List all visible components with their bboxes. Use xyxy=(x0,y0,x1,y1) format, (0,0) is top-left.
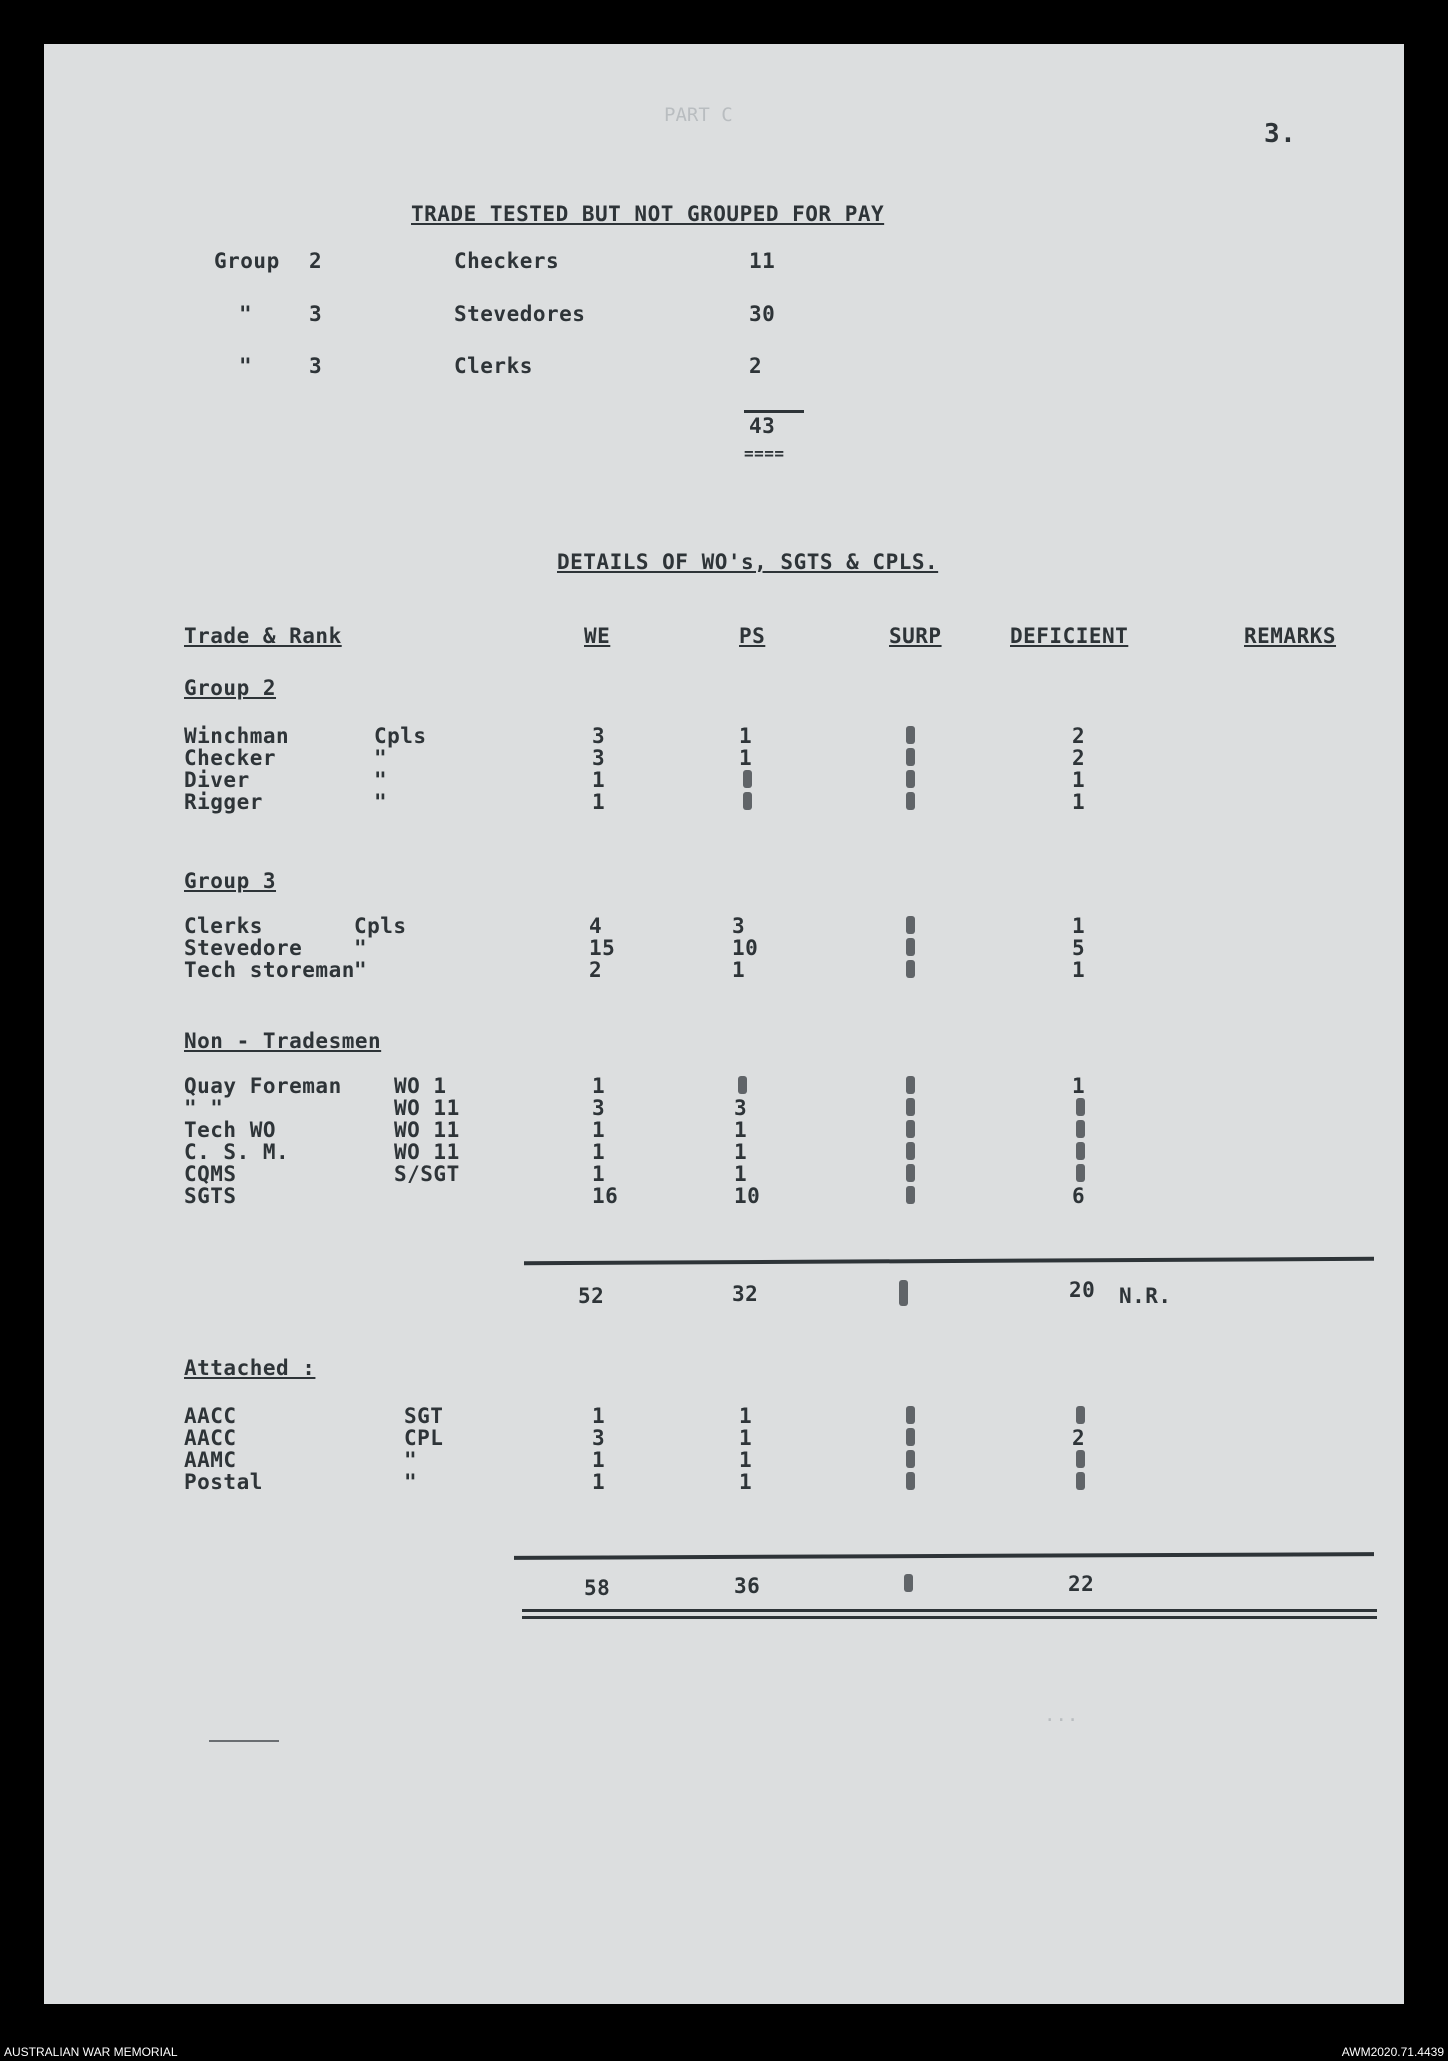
cell-we: 1 xyxy=(592,1470,606,1494)
cell-trade: CQMS xyxy=(184,1162,237,1186)
group-label: " xyxy=(239,354,253,378)
cell-rank: " xyxy=(374,746,388,770)
trade-count: 30 xyxy=(749,302,776,326)
cell-ps: 3 xyxy=(734,1096,748,1120)
details-title: DETAILS OF WO's, SGTS & CPLS. xyxy=(557,550,939,574)
header-trade-rank: Trade & Rank xyxy=(184,624,342,648)
nil-dash xyxy=(1076,1472,1085,1490)
cell-ps: 1 xyxy=(734,1140,748,1164)
total-double-underline: ==== xyxy=(744,444,785,463)
cell-rank: " xyxy=(354,936,368,960)
cell-rank: " xyxy=(374,790,388,814)
nil-dash xyxy=(906,1142,915,1160)
cell-def: 2 xyxy=(1072,724,1086,748)
cell-trade: SGTS xyxy=(184,1184,237,1208)
nil-dash xyxy=(1076,1450,1085,1468)
trade-name: Stevedores xyxy=(454,302,586,326)
cell-trade: Tech storeman xyxy=(184,958,355,982)
section-heading: Group 2 xyxy=(184,676,277,700)
footer-right: AWM2020.71.4439 xyxy=(1341,2045,1444,2059)
document-page xyxy=(44,44,1404,2004)
nil-dash xyxy=(1076,1164,1085,1182)
nil-dash xyxy=(899,1280,908,1306)
cell-we: 16 xyxy=(592,1184,619,1208)
nil-dash xyxy=(906,960,915,978)
cell-def: 1 xyxy=(1072,790,1086,814)
page-number: 3. xyxy=(1264,119,1297,149)
group-number: 2 xyxy=(309,249,323,273)
section-heading: Non - Tradesmen xyxy=(184,1029,382,1053)
nil-dash xyxy=(906,1406,915,1424)
cell-rank: WO 11 xyxy=(394,1096,460,1120)
cell-we: 1 xyxy=(592,768,606,792)
nil-dash xyxy=(906,938,915,956)
cell-we: 1 xyxy=(592,1404,606,1428)
cell-def: 2 xyxy=(1072,746,1086,770)
subtotal-rule xyxy=(524,1257,1374,1265)
nil-dash xyxy=(906,770,915,788)
group-label: " xyxy=(239,302,253,326)
cell-we: 1 xyxy=(592,1448,606,1472)
cell-trade: " " xyxy=(184,1096,224,1120)
trade-name: Checkers xyxy=(454,249,560,273)
cell-trade: Checker xyxy=(184,746,277,770)
total-we: 58 xyxy=(584,1576,611,1600)
total-def: 22 xyxy=(1068,1572,1095,1596)
group-label: Group xyxy=(214,249,280,273)
subtotal-note: N.R. xyxy=(1119,1284,1172,1308)
section-heading: Group 3 xyxy=(184,869,277,893)
nil-dash xyxy=(906,1076,915,1094)
nil-dash xyxy=(906,1450,915,1468)
cell-ps: 10 xyxy=(732,936,759,960)
nil-dash xyxy=(1076,1406,1085,1424)
cell-we: 1 xyxy=(592,1162,606,1186)
bleed-through-text: PART C xyxy=(664,104,733,126)
cell-def: 5 xyxy=(1072,936,1086,960)
cell-we: 3 xyxy=(592,1096,606,1120)
cell-we: 3 xyxy=(592,724,606,748)
nil-dash xyxy=(904,1574,913,1592)
cell-ps: 1 xyxy=(739,746,753,770)
nil-dash xyxy=(906,726,915,744)
trade-count: 11 xyxy=(749,249,776,273)
header-we: WE xyxy=(584,624,611,648)
cell-ps: 1 xyxy=(739,724,753,748)
cell-ps: 1 xyxy=(739,1470,753,1494)
cell-rank: SGT xyxy=(404,1404,444,1428)
total-double-rule xyxy=(522,1609,1377,1612)
cell-rank: CPL xyxy=(404,1426,444,1450)
cell-trade: Stevedore xyxy=(184,936,303,960)
trade-tested-total: 43 xyxy=(749,414,776,438)
cell-def: 1 xyxy=(1072,768,1086,792)
cell-trade: AACC xyxy=(184,1426,237,1450)
cell-rank: WO 11 xyxy=(394,1118,460,1142)
cell-rank: " xyxy=(374,768,388,792)
subtotal-def: 20 xyxy=(1069,1278,1096,1302)
trade-count: 2 xyxy=(749,354,763,378)
cell-rank: WO 11 xyxy=(394,1140,460,1164)
cell-rank: " xyxy=(354,958,368,982)
cell-rank: WO 1 xyxy=(394,1074,447,1098)
cell-trade: Clerks xyxy=(184,914,263,938)
page-title: TRADE TESTED BUT NOT GROUPED FOR PAY xyxy=(411,202,885,226)
cell-we: 15 xyxy=(589,936,616,960)
subtotal-we: 52 xyxy=(578,1284,605,1308)
cell-we: 1 xyxy=(592,1074,606,1098)
cell-ps: 1 xyxy=(732,958,746,982)
cell-we: 3 xyxy=(592,746,606,770)
total-double-rule xyxy=(522,1616,1377,1619)
total-rule xyxy=(514,1552,1374,1560)
total-ps: 36 xyxy=(734,1574,761,1598)
nil-dash xyxy=(906,792,915,810)
nil-dash xyxy=(1076,1098,1085,1116)
cell-rank: Cpls xyxy=(374,724,427,748)
subtotal-ps: 32 xyxy=(732,1282,759,1306)
cell-trade: Winchman xyxy=(184,724,290,748)
nil-dash xyxy=(743,770,752,788)
cell-rank: S/SGT xyxy=(394,1162,460,1186)
cell-rank: " xyxy=(404,1470,418,1494)
cell-trade: C. S. M. xyxy=(184,1140,290,1164)
nil-dash xyxy=(906,916,915,934)
cell-we: 1 xyxy=(592,1118,606,1142)
cell-we: 1 xyxy=(592,1140,606,1164)
cell-trade: AAMC xyxy=(184,1448,237,1472)
nil-dash xyxy=(906,1472,915,1490)
nil-dash xyxy=(1076,1120,1085,1138)
cell-ps: 1 xyxy=(739,1426,753,1450)
cell-ps: 1 xyxy=(739,1448,753,1472)
cell-we: 4 xyxy=(589,914,603,938)
cell-ps: 1 xyxy=(734,1118,748,1142)
cell-trade: Tech WO xyxy=(184,1118,277,1142)
footer-left: AUSTRALIAN WAR MEMORIAL xyxy=(4,2045,178,2059)
group-number: 3 xyxy=(309,354,323,378)
header-remarks: REMARKS xyxy=(1244,624,1337,648)
group-number: 3 xyxy=(309,302,323,326)
section-heading: Attached : xyxy=(184,1356,316,1380)
nil-dash xyxy=(906,748,915,766)
nil-dash xyxy=(906,1186,915,1204)
cell-def: 2 xyxy=(1072,1426,1086,1450)
signature-line xyxy=(209,1740,279,1742)
cell-def: 1 xyxy=(1072,958,1086,982)
nil-dash xyxy=(906,1098,915,1116)
cell-trade: Diver xyxy=(184,768,250,792)
cell-rank: " xyxy=(404,1448,418,1472)
trade-name: Clerks xyxy=(454,354,533,378)
header-ps: PS xyxy=(739,624,766,648)
sum-rule xyxy=(744,410,804,413)
cell-trade: Rigger xyxy=(184,790,263,814)
cell-def: 6 xyxy=(1072,1184,1086,1208)
nil-dash xyxy=(906,1164,915,1182)
cell-trade: Quay Foreman xyxy=(184,1074,342,1098)
nil-dash xyxy=(906,1428,915,1446)
cell-trade: AACC xyxy=(184,1404,237,1428)
cell-we: 3 xyxy=(592,1426,606,1450)
header-deficient: DEFICIENT xyxy=(1010,624,1129,648)
nil-dash xyxy=(743,792,752,810)
nil-dash xyxy=(906,1120,915,1138)
nil-dash xyxy=(1076,1142,1085,1160)
cell-def: 1 xyxy=(1072,914,1086,938)
cell-ps: 1 xyxy=(734,1162,748,1186)
cell-def: 1 xyxy=(1072,1074,1086,1098)
cell-we: 1 xyxy=(592,790,606,814)
cell-ps: 1 xyxy=(739,1404,753,1428)
cell-ps: 10 xyxy=(734,1184,761,1208)
cell-we: 2 xyxy=(589,958,603,982)
cell-rank: Cpls xyxy=(354,914,407,938)
cell-ps: 3 xyxy=(732,914,746,938)
bleed-through-text: ... xyxy=(1044,1704,1079,1726)
cell-trade: Postal xyxy=(184,1470,263,1494)
header-surp: SURP xyxy=(889,624,942,648)
nil-dash xyxy=(738,1076,747,1094)
